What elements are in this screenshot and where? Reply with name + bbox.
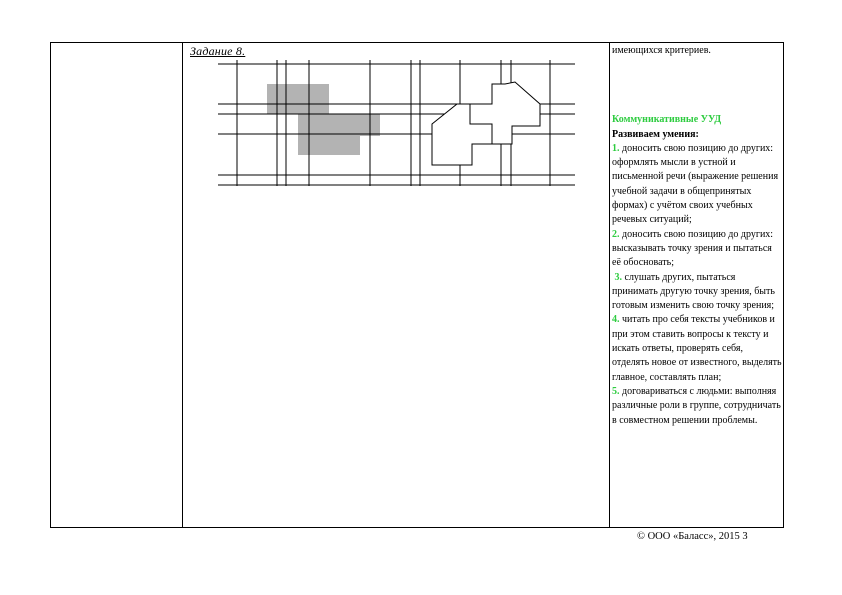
skill-item-3: [612, 271, 782, 314]
skill-text-3: слушать других, пытаться принимать другую точку зрения, быть готовым изменить свою точку зрения;: [612, 271, 775, 312]
table-left-border: [50, 42, 51, 528]
table-column-divider-2: [609, 42, 610, 528]
skill-number-5: 5.: [612, 385, 620, 397]
skill-text-5: договариваться с людьми: выполняя различные роли в группе, сотрудничать в совместном решении проблемы.: [612, 385, 781, 426]
table-bottom-border: [50, 527, 784, 528]
skill-item-4: [612, 313, 782, 384]
skill-text-1: доносить свою позицию до других: оформлять мысли в устной и письменной речи (выражение решения учебной задачи в общепринятых формах) с учётом своих учебных речевых ситуаций;: [612, 142, 779, 226]
skill-number-3: 3.: [614, 271, 622, 283]
skill-number-4: 4.: [612, 314, 620, 326]
skill-item-5: [612, 385, 782, 428]
table-column-divider-1: [182, 42, 183, 528]
task-title: Задание 8.: [190, 44, 246, 58]
criteria-text: имеющихся критериев.: [612, 45, 711, 56]
right-column: [612, 44, 782, 428]
skill-text-4: читать про себя тексты учебников и при этом ставить вопросы к тексту и искать ответы, проверять себя, отделять новое от известного, выделять главное, составлять план;: [612, 314, 782, 383]
skill-item-2: [612, 228, 782, 271]
table-top-border: [50, 42, 784, 43]
skill-item-1: [612, 142, 782, 228]
skills-intro: Развиваем умения:: [612, 128, 699, 140]
skill-number-2: 2.: [612, 228, 620, 240]
gray-shape: [267, 84, 380, 155]
skill-number-1: 1.: [612, 142, 620, 154]
page-footer: © ООО «Баласс», 2015 3: [637, 531, 748, 542]
section-heading: Коммуникативные УУД: [612, 114, 722, 126]
skill-text-2: доносить свою позицию до других: высказывать точку зрения и пытаться её обосновать;: [612, 228, 774, 269]
table-right-border: [783, 42, 784, 528]
task-figure: [212, 60, 578, 190]
